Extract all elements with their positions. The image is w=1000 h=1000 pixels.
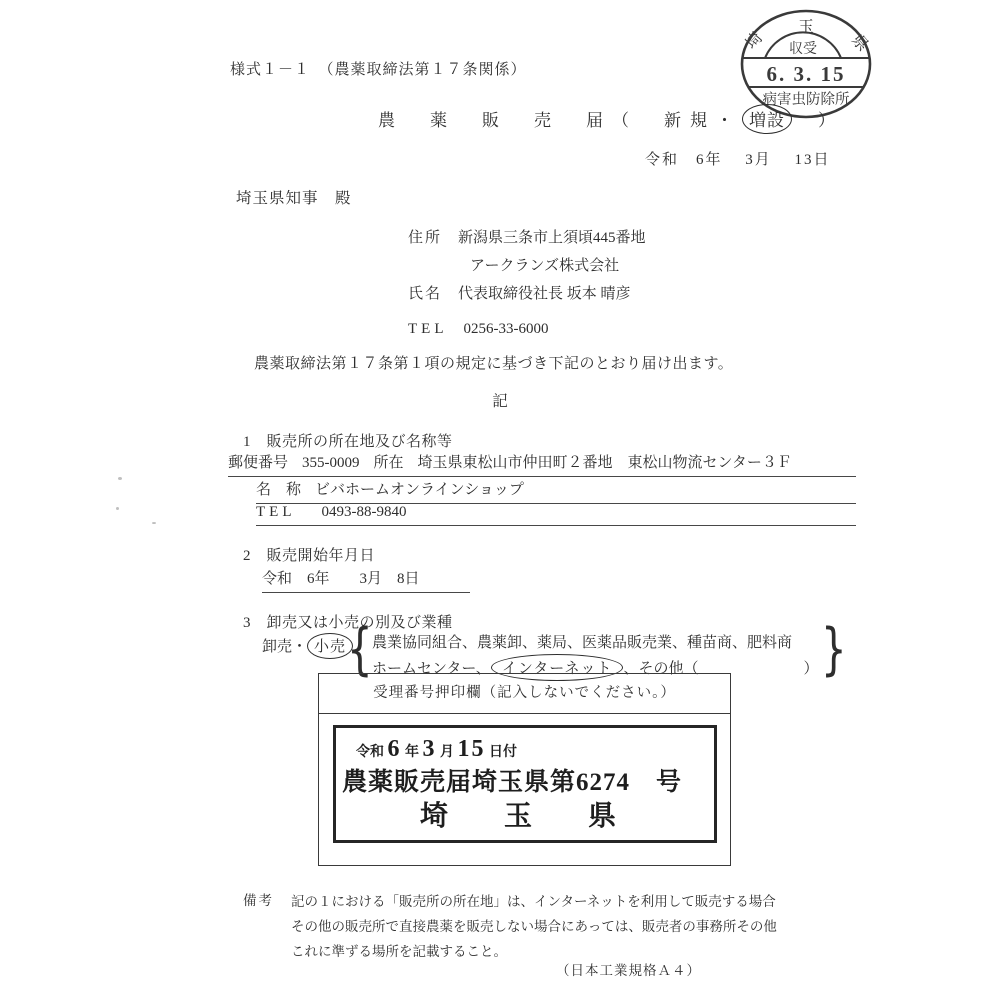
sender-tel-row xyxy=(408,315,646,343)
section3-type xyxy=(262,633,353,659)
reception-box-header: 受理番号押印欄（記入しないでください。） xyxy=(319,674,730,714)
section1-tel-line xyxy=(256,504,856,526)
acceptance-stamp-box xyxy=(333,725,717,843)
addressee: 埼玉県知事 殿 xyxy=(236,190,352,207)
stamp-month: 3 xyxy=(422,736,437,762)
shop-name-label: 名 称 xyxy=(256,482,302,498)
document-title-paren-close: ） xyxy=(792,111,844,130)
receipt-stamp-pref-char3: 県 xyxy=(847,31,872,55)
sender-company: アークランズ株式会社 xyxy=(470,258,620,274)
reception-box xyxy=(318,673,731,866)
shop-name-value: ビバホームオンラインショップ xyxy=(315,482,524,498)
section1-heading: 1 販売所の所在地及び名称等 xyxy=(243,434,453,450)
sender-name-label: 氏名 xyxy=(408,286,443,302)
notes-line-2: その他の販売所で直接農薬を販売しない場合にあっては、販売者の事務所その他 xyxy=(291,919,777,934)
document-title-dot: ・ xyxy=(716,111,742,130)
scan-speck xyxy=(118,477,122,480)
postal-label: 郵便番号 xyxy=(228,455,289,471)
notes-label: 備考 xyxy=(243,893,274,908)
stamp-year: 6 xyxy=(387,736,402,762)
acceptance-stamp-date xyxy=(356,736,517,763)
section1-postal-line xyxy=(228,451,856,477)
stamp-day: 15 xyxy=(457,736,486,762)
sender-address-value: 新潟県三条市上須頃445番地 xyxy=(458,230,646,246)
shop-tel-label: TEL xyxy=(256,504,296,520)
receipt-stamp-pref-char1: 埼 xyxy=(742,29,767,53)
receipt-stamp-received-label: 収受 xyxy=(789,42,817,57)
sender-name-row xyxy=(408,280,646,308)
section3-circled-kouri: 小売 xyxy=(307,633,353,659)
section2-start-date: 令和 6年 3月 8日 xyxy=(262,567,470,593)
notes-line-1: 記の１における「販売所の所在地」は、インターネットを利用して販売する場合 xyxy=(291,894,776,909)
receipt-stamp-office: 病害虫防除所 xyxy=(762,92,850,108)
section2-heading: 2 販売開始年月日 xyxy=(243,548,376,564)
notes-text xyxy=(291,889,777,964)
notes-line-3: これに準ずる場所を記載すること。 xyxy=(291,944,507,959)
shop-tel-value: 0493-88-9840 xyxy=(321,504,407,520)
stamp-day-unit: 日付 xyxy=(489,745,517,760)
section3-category-line1: 農業協同組合、農薬卸、薬局、医薬品販売業、種苗商、肥料商 xyxy=(372,635,793,651)
submission-date: 令和 6年 3月 13日 xyxy=(645,152,831,168)
sender-address-row xyxy=(408,224,646,252)
form-code: 様式１－１ （農薬取締法第１７条関係） xyxy=(230,62,527,78)
section3-type-prefix: 卸売・ xyxy=(262,639,308,655)
section3-brace-open: { xyxy=(346,617,373,682)
stamp-year-unit: 年 xyxy=(405,745,419,760)
ki-heading: 記 xyxy=(492,393,508,410)
acceptance-stamp-pref: 埼 玉 県 xyxy=(419,801,630,832)
sender-address-label: 住所 xyxy=(408,230,443,246)
location-label: 所在 xyxy=(373,455,404,471)
acceptance-stamp-number: 農薬販売届埼玉県第6274 号 xyxy=(342,769,683,796)
document-title-circled-zousetsu: 増設 xyxy=(742,104,792,134)
document-title-main: 農 薬 販 売 届 xyxy=(378,111,612,130)
section3-circled-internet: インターネット xyxy=(491,654,624,681)
paper-standard-note: （日本工業規格Ａ４） xyxy=(556,963,701,978)
sender-tel-label: TEL xyxy=(408,321,448,337)
stamp-era: 令和 xyxy=(356,745,384,760)
scan-speck xyxy=(152,522,156,524)
receipt-stamp-date: 6. 3. 15 xyxy=(766,62,846,86)
stamp-month-unit: 月 xyxy=(440,745,454,760)
document-title xyxy=(378,104,844,134)
sender-block xyxy=(408,224,646,343)
location-value: 埼玉県東松山市仲田町２番地 東松山物流センター３Ｆ xyxy=(417,455,792,471)
postal-value: 355-0009 xyxy=(302,455,360,471)
section3-line2-pre: ホームセンター、 xyxy=(372,661,491,677)
sender-tel-value: 0256-33-6000 xyxy=(463,321,549,337)
scan-speck xyxy=(116,507,119,510)
section1-name-line xyxy=(256,478,856,504)
section3-brace-close: } xyxy=(820,617,847,682)
receipt-stamp-pref-char2: 玉 xyxy=(797,19,815,36)
statement: 農薬取締法第１７条第１項の規定に基づき下記のとおり届け出ます。 xyxy=(254,356,734,372)
document-title-paren-open: （ 新規 xyxy=(612,111,716,130)
section3-line2-post: 、その他（ ） xyxy=(623,661,819,677)
sender-name-value: 代表取締役社長 坂本 晴彦 xyxy=(458,286,631,302)
section3-heading: 3 卸売又は小売の別及び業種 xyxy=(243,615,453,631)
